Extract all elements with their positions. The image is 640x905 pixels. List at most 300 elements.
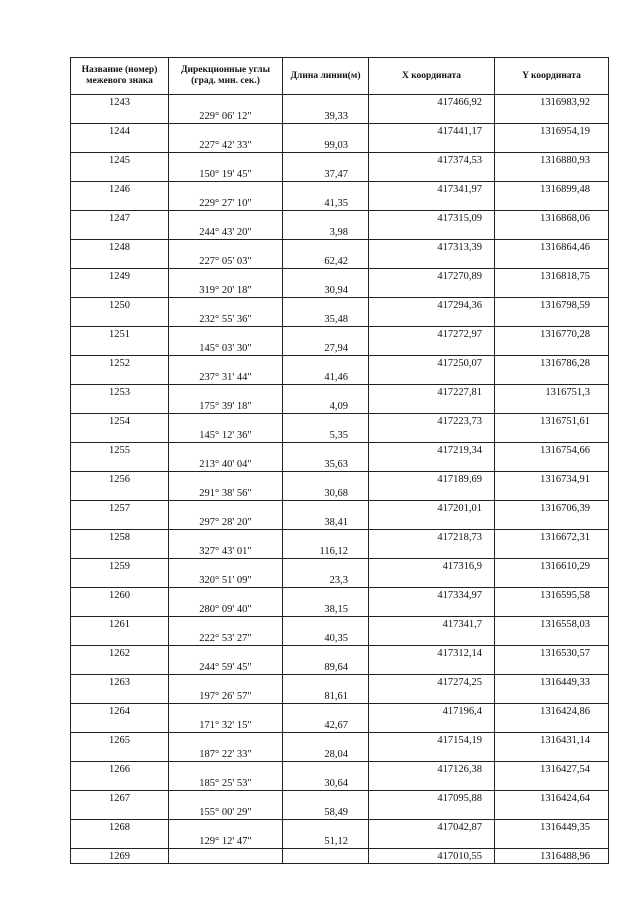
point-name: 1255 xyxy=(71,443,169,458)
empty-cell xyxy=(169,124,283,139)
point-y: 1316431,14 xyxy=(495,733,609,748)
empty-cell xyxy=(71,399,169,414)
segment-length: 58,49 xyxy=(283,805,369,820)
segment-row xyxy=(71,109,609,124)
point-y: 1316751,61 xyxy=(495,414,609,429)
point-x: 417227,81 xyxy=(369,385,495,400)
segment-angle: 244° 59' 45" xyxy=(169,660,283,675)
segment-length: 35,48 xyxy=(283,312,369,327)
point-name: 1248 xyxy=(71,240,169,255)
segment-row xyxy=(71,602,609,617)
empty-cell xyxy=(369,167,495,182)
empty-cell xyxy=(495,428,609,443)
empty-cell xyxy=(495,283,609,298)
segment-angle: 229° 06' 12" xyxy=(169,109,283,124)
point-y: 1316427,54 xyxy=(495,762,609,777)
point-y: 1316818,75 xyxy=(495,269,609,284)
point-y: 1316488,96 xyxy=(495,849,609,864)
point-row xyxy=(71,646,609,661)
empty-cell xyxy=(369,660,495,675)
point-name: 1253 xyxy=(71,385,169,400)
point-x: 417341,7 xyxy=(369,617,495,632)
empty-cell xyxy=(283,211,369,226)
segment-length: 89,64 xyxy=(283,660,369,675)
empty-cell xyxy=(369,370,495,385)
point-y: 1316706,39 xyxy=(495,501,609,516)
point-row xyxy=(71,617,609,632)
point-row xyxy=(71,327,609,342)
empty-cell xyxy=(169,820,283,835)
empty-cell xyxy=(495,602,609,617)
segment-angle: 280° 09' 40" xyxy=(169,602,283,617)
empty-cell xyxy=(283,443,369,458)
empty-cell xyxy=(169,472,283,487)
empty-cell xyxy=(169,153,283,168)
empty-cell xyxy=(495,167,609,182)
point-name: 1267 xyxy=(71,791,169,806)
point-name: 1258 xyxy=(71,530,169,545)
segment-row xyxy=(71,138,609,153)
segment-angle: 222° 53' 27" xyxy=(169,631,283,646)
point-name: 1266 xyxy=(71,762,169,777)
empty-cell xyxy=(283,472,369,487)
empty-cell xyxy=(169,704,283,719)
empty-cell xyxy=(71,167,169,182)
point-row xyxy=(71,153,609,168)
point-y: 1316734,91 xyxy=(495,472,609,487)
point-name: 1250 xyxy=(71,298,169,313)
empty-cell xyxy=(283,733,369,748)
point-y: 1316954,19 xyxy=(495,124,609,139)
segment-row xyxy=(71,457,609,472)
segment-row xyxy=(71,689,609,704)
empty-cell xyxy=(283,762,369,777)
point-x: 417272,97 xyxy=(369,327,495,342)
segment-angle: 150° 19' 45" xyxy=(169,167,283,182)
point-row xyxy=(71,733,609,748)
point-x: 417466,92 xyxy=(369,95,495,110)
point-name: 1252 xyxy=(71,356,169,371)
point-name: 1251 xyxy=(71,327,169,342)
empty-cell xyxy=(71,718,169,733)
empty-cell xyxy=(495,515,609,530)
point-name: 1244 xyxy=(71,124,169,139)
empty-cell xyxy=(369,457,495,472)
point-y: 1316983,92 xyxy=(495,95,609,110)
header-y: Y координата xyxy=(495,58,609,95)
point-x: 417095,88 xyxy=(369,791,495,806)
segment-length: 30,64 xyxy=(283,776,369,791)
empty-cell xyxy=(369,689,495,704)
point-row xyxy=(71,704,609,719)
segment-angle: 175° 39' 18" xyxy=(169,399,283,414)
segment-length: 38,15 xyxy=(283,602,369,617)
empty-cell xyxy=(283,675,369,690)
empty-cell xyxy=(169,675,283,690)
empty-cell xyxy=(495,776,609,791)
empty-cell xyxy=(283,530,369,545)
point-y: 1316610,29 xyxy=(495,559,609,574)
point-y: 1316449,35 xyxy=(495,820,609,835)
segment-row xyxy=(71,805,609,820)
segment-angle: 129° 12' 47" xyxy=(169,834,283,849)
segment-row xyxy=(71,225,609,240)
point-name: 1256 xyxy=(71,472,169,487)
point-x: 417274,25 xyxy=(369,675,495,690)
segment-angle: 145° 03' 30" xyxy=(169,341,283,356)
segment-angle: 187° 22' 33" xyxy=(169,747,283,762)
point-row xyxy=(71,182,609,197)
segment-row xyxy=(71,486,609,501)
empty-cell xyxy=(369,805,495,820)
header-x: X координата xyxy=(369,58,495,95)
segment-length: 41,35 xyxy=(283,196,369,211)
empty-cell xyxy=(169,240,283,255)
empty-cell xyxy=(71,370,169,385)
empty-cell xyxy=(71,631,169,646)
segment-angle: 227° 42' 33" xyxy=(169,138,283,153)
empty-cell xyxy=(169,617,283,632)
segment-angle: 155° 00' 29" xyxy=(169,805,283,820)
point-x: 417218,73 xyxy=(369,530,495,545)
empty-cell xyxy=(495,312,609,327)
empty-cell xyxy=(495,631,609,646)
point-row xyxy=(71,124,609,139)
empty-cell xyxy=(169,530,283,545)
empty-cell xyxy=(71,747,169,762)
empty-cell xyxy=(369,109,495,124)
empty-cell xyxy=(283,269,369,284)
point-x: 417374,53 xyxy=(369,153,495,168)
empty-cell xyxy=(283,559,369,574)
empty-cell xyxy=(283,791,369,806)
point-row xyxy=(71,211,609,226)
point-y: 1316449,33 xyxy=(495,675,609,690)
point-row xyxy=(71,530,609,545)
table-body xyxy=(71,95,609,864)
empty-cell xyxy=(71,805,169,820)
point-row xyxy=(71,675,609,690)
segment-angle: 291° 38' 56" xyxy=(169,486,283,501)
empty-cell xyxy=(71,573,169,588)
point-y: 1316558,03 xyxy=(495,617,609,632)
segment-length: 51,12 xyxy=(283,834,369,849)
empty-cell xyxy=(169,733,283,748)
header-angle: Дирекционные углы (град. мин. сек.) xyxy=(169,58,283,95)
empty-cell xyxy=(283,617,369,632)
point-y: 1316864,46 xyxy=(495,240,609,255)
point-row xyxy=(71,269,609,284)
empty-cell xyxy=(283,327,369,342)
point-name: 1263 xyxy=(71,675,169,690)
point-name: 1262 xyxy=(71,646,169,661)
segment-length: 37,47 xyxy=(283,167,369,182)
segment-length: 3,98 xyxy=(283,225,369,240)
point-name: 1260 xyxy=(71,588,169,603)
empty-cell xyxy=(495,370,609,385)
segment-row xyxy=(71,167,609,182)
empty-cell xyxy=(369,747,495,762)
empty-cell xyxy=(495,573,609,588)
empty-cell xyxy=(169,211,283,226)
empty-cell xyxy=(169,588,283,603)
segment-length: 99,03 xyxy=(283,138,369,153)
point-x: 417126,38 xyxy=(369,762,495,777)
empty-cell xyxy=(495,718,609,733)
empty-cell xyxy=(369,486,495,501)
segment-angle: 229° 27' 10" xyxy=(169,196,283,211)
empty-cell xyxy=(71,254,169,269)
empty-cell xyxy=(283,356,369,371)
point-row xyxy=(71,820,609,835)
point-name: 1245 xyxy=(71,153,169,168)
empty-cell xyxy=(495,138,609,153)
point-x: 417010,55 xyxy=(369,849,495,864)
segment-length: 35,63 xyxy=(283,457,369,472)
segment-length: 27,94 xyxy=(283,341,369,356)
segment-row xyxy=(71,196,609,211)
point-row xyxy=(71,791,609,806)
empty-cell xyxy=(495,486,609,501)
empty-cell xyxy=(169,95,283,110)
empty-cell xyxy=(495,341,609,356)
empty-cell xyxy=(71,776,169,791)
point-row xyxy=(71,240,609,255)
empty-cell xyxy=(169,762,283,777)
point-name: 1269 xyxy=(71,849,169,864)
point-x: 417315,09 xyxy=(369,211,495,226)
empty-cell xyxy=(495,109,609,124)
empty-cell xyxy=(169,356,283,371)
segment-row xyxy=(71,312,609,327)
segment-row xyxy=(71,747,609,762)
point-y: 1316798,59 xyxy=(495,298,609,313)
point-y: 1316595,58 xyxy=(495,588,609,603)
point-x: 417196,4 xyxy=(369,704,495,719)
header-name: Название (номер) межевого знака xyxy=(71,58,169,95)
segment-length: 116,12 xyxy=(283,544,369,559)
segment-length: 23,3 xyxy=(283,573,369,588)
empty-cell xyxy=(169,327,283,342)
segment-row xyxy=(71,515,609,530)
empty-cell xyxy=(71,428,169,443)
segment-angle: 319° 20' 18" xyxy=(169,283,283,298)
point-y: 1316868,06 xyxy=(495,211,609,226)
point-x: 417316,9 xyxy=(369,559,495,574)
point-x: 417334,97 xyxy=(369,588,495,603)
empty-cell xyxy=(283,182,369,197)
empty-cell xyxy=(369,341,495,356)
point-row xyxy=(71,414,609,429)
point-y: 1316770,28 xyxy=(495,327,609,342)
segment-length: 28,04 xyxy=(283,747,369,762)
segment-row xyxy=(71,254,609,269)
empty-cell xyxy=(369,196,495,211)
empty-cell xyxy=(169,269,283,284)
point-row xyxy=(71,443,609,458)
segment-angle: 244° 43' 20" xyxy=(169,225,283,240)
point-x: 417441,17 xyxy=(369,124,495,139)
segment-row xyxy=(71,718,609,733)
point-x: 417042,87 xyxy=(369,820,495,835)
empty-cell xyxy=(283,240,369,255)
segment-angle: 145° 12' 36" xyxy=(169,428,283,443)
segment-length: 39,33 xyxy=(283,109,369,124)
empty-cell xyxy=(369,138,495,153)
point-name: 1265 xyxy=(71,733,169,748)
segment-angle: 197° 26' 57" xyxy=(169,689,283,704)
point-y: 1316751,3 xyxy=(495,385,609,400)
empty-cell xyxy=(495,399,609,414)
empty-cell xyxy=(71,109,169,124)
point-x: 417341,97 xyxy=(369,182,495,197)
empty-cell xyxy=(369,631,495,646)
empty-cell xyxy=(71,312,169,327)
empty-cell xyxy=(71,225,169,240)
empty-cell xyxy=(71,660,169,675)
empty-cell xyxy=(369,602,495,617)
point-y: 1316754,66 xyxy=(495,443,609,458)
empty-cell xyxy=(169,646,283,661)
empty-cell xyxy=(283,849,369,864)
empty-cell xyxy=(169,414,283,429)
empty-cell xyxy=(369,776,495,791)
segment-row xyxy=(71,834,609,849)
empty-cell xyxy=(283,820,369,835)
empty-cell xyxy=(71,138,169,153)
segment-length: 30,68 xyxy=(283,486,369,501)
empty-cell xyxy=(71,689,169,704)
point-y: 1316424,64 xyxy=(495,791,609,806)
segment-angle: 171° 32' 15" xyxy=(169,718,283,733)
empty-cell xyxy=(71,834,169,849)
empty-cell xyxy=(71,515,169,530)
point-name: 1268 xyxy=(71,820,169,835)
empty-cell xyxy=(495,805,609,820)
segment-length: 4,09 xyxy=(283,399,369,414)
empty-cell xyxy=(369,312,495,327)
point-y: 1316672,31 xyxy=(495,530,609,545)
segment-angle: 232° 55' 36" xyxy=(169,312,283,327)
segment-angle: 320° 51' 09" xyxy=(169,573,283,588)
segment-row xyxy=(71,544,609,559)
empty-cell xyxy=(71,457,169,472)
point-name: 1247 xyxy=(71,211,169,226)
segment-length: 41,46 xyxy=(283,370,369,385)
empty-cell xyxy=(495,457,609,472)
segment-row xyxy=(71,631,609,646)
empty-cell xyxy=(369,515,495,530)
empty-cell xyxy=(369,225,495,240)
segment-length: 40,35 xyxy=(283,631,369,646)
segment-row xyxy=(71,660,609,675)
point-x: 417294,36 xyxy=(369,298,495,313)
point-row xyxy=(71,472,609,487)
point-y: 1316880,93 xyxy=(495,153,609,168)
point-x: 417223,73 xyxy=(369,414,495,429)
empty-cell xyxy=(495,196,609,211)
segment-row xyxy=(71,428,609,443)
coordinates-table xyxy=(70,57,609,864)
empty-cell xyxy=(169,443,283,458)
point-y: 1316530,57 xyxy=(495,646,609,661)
empty-cell xyxy=(283,124,369,139)
header-length: Длина линии(м) xyxy=(283,58,369,95)
empty-cell xyxy=(283,385,369,400)
point-name: 1257 xyxy=(71,501,169,516)
point-row xyxy=(71,588,609,603)
point-x: 417201,01 xyxy=(369,501,495,516)
segment-angle: 227° 05' 03" xyxy=(169,254,283,269)
point-name: 1249 xyxy=(71,269,169,284)
empty-cell xyxy=(169,385,283,400)
point-row xyxy=(71,298,609,313)
empty-cell xyxy=(169,298,283,313)
point-name: 1259 xyxy=(71,559,169,574)
segment-angle: 327° 43' 01" xyxy=(169,544,283,559)
segment-angle: 213° 40' 04" xyxy=(169,457,283,472)
point-x: 417270,89 xyxy=(369,269,495,284)
empty-cell xyxy=(71,196,169,211)
point-x: 417154,19 xyxy=(369,733,495,748)
empty-cell xyxy=(71,602,169,617)
empty-cell xyxy=(169,791,283,806)
point-row xyxy=(71,849,609,864)
empty-cell xyxy=(369,428,495,443)
point-y: 1316786,28 xyxy=(495,356,609,371)
point-row xyxy=(71,95,609,110)
empty-cell xyxy=(369,544,495,559)
empty-cell xyxy=(283,153,369,168)
point-x: 417312,14 xyxy=(369,646,495,661)
segment-row xyxy=(71,776,609,791)
segment-angle: 297° 28' 20" xyxy=(169,515,283,530)
header-row xyxy=(71,58,609,95)
empty-cell xyxy=(495,225,609,240)
empty-cell xyxy=(283,704,369,719)
segment-row xyxy=(71,283,609,298)
empty-cell xyxy=(369,573,495,588)
empty-cell xyxy=(169,559,283,574)
empty-cell xyxy=(283,588,369,603)
empty-cell xyxy=(71,544,169,559)
point-row xyxy=(71,356,609,371)
empty-cell xyxy=(283,414,369,429)
empty-cell xyxy=(369,718,495,733)
segment-row xyxy=(71,573,609,588)
segment-length: 81,61 xyxy=(283,689,369,704)
point-name: 1264 xyxy=(71,704,169,719)
point-row xyxy=(71,559,609,574)
empty-cell xyxy=(169,182,283,197)
point-name: 1246 xyxy=(71,182,169,197)
segment-length: 42,67 xyxy=(283,718,369,733)
empty-cell xyxy=(369,399,495,414)
point-name: 1243 xyxy=(71,95,169,110)
point-name: 1254 xyxy=(71,414,169,429)
segment-angle: 237° 31' 44" xyxy=(169,370,283,385)
empty-cell xyxy=(169,501,283,516)
point-x: 417189,69 xyxy=(369,472,495,487)
segment-length: 38,41 xyxy=(283,515,369,530)
empty-cell xyxy=(495,834,609,849)
empty-cell xyxy=(495,747,609,762)
segment-length: 62,42 xyxy=(283,254,369,269)
segment-length: 30,94 xyxy=(283,283,369,298)
empty-cell xyxy=(369,283,495,298)
segment-row xyxy=(71,341,609,356)
empty-cell xyxy=(169,849,283,864)
